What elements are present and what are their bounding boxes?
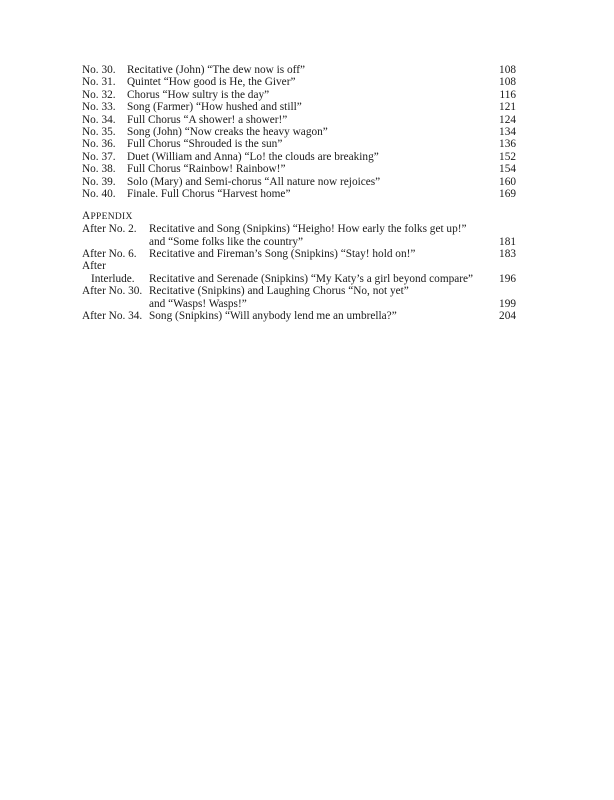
entry-title: Chorus “How sultry is the day” (127, 88, 270, 101)
appendix-entry (82, 310, 516, 322)
appendix-page: 204 (499, 310, 516, 323)
appendix-title: and “Some folks like the country” (149, 235, 304, 248)
entry-title: Full Chorus “A shower! a shower!” (127, 113, 288, 126)
entry-page: 136 (499, 138, 516, 151)
entry-number: No. 35. (82, 125, 116, 138)
appendix-title: and “Wasps! Wasps!” (149, 297, 247, 310)
appendix-heading-initial: A (82, 210, 91, 223)
entry-number: No. 34. (82, 113, 116, 126)
appendix-heading-rest: PPENDIX (90, 212, 133, 223)
appendix-title: Song (Snipkins) “Will anybody lend me an umbrella?” (149, 310, 397, 323)
appendix-entry (82, 273, 516, 285)
toc-entry (82, 101, 516, 113)
toc-entry (82, 188, 516, 200)
entry-title: Full Chorus “Shrouded is the sun” (127, 138, 283, 151)
appendix-label: After No. 6. (82, 248, 137, 261)
entry-page: 121 (499, 101, 516, 114)
toc-entry (82, 138, 516, 150)
appendix-entry (82, 248, 516, 260)
entry-number: No. 32. (82, 88, 116, 101)
appendix-entry (82, 260, 516, 272)
table-of-contents (82, 64, 516, 322)
toc-entry (82, 89, 516, 101)
entry-page: 134 (499, 125, 516, 138)
appendix-entry (82, 285, 516, 297)
entry-title: Song (John) “Now creaks the heavy wagon” (127, 125, 328, 138)
entry-title: Duet (William and Anna) “Lo! the clouds are breaking” (127, 150, 379, 163)
entry-number: No. 38. (82, 163, 116, 176)
appendix-entry (82, 223, 516, 235)
appendix-label: After No. 2. (82, 223, 137, 236)
appendix-title: Recitative and Serenade (Snipkins) “My Katy’s a girl beyond compare” (149, 272, 474, 285)
entry-title: Full Chorus “Rainbow! Rainbow!” (127, 163, 286, 176)
entry-number: No. 40. (82, 187, 116, 200)
entry-title: Finale. Full Chorus “Harvest home” (127, 187, 291, 200)
entry-number: No. 39. (82, 175, 116, 188)
entry-title: Song (Farmer) “How hushed and still” (127, 101, 302, 114)
appendix-page: 181 (499, 235, 516, 248)
toc-entry (82, 163, 516, 175)
toc-entry (82, 114, 516, 126)
appendix-page: 196 (499, 272, 516, 285)
appendix-heading (82, 210, 516, 222)
toc-entry (82, 126, 516, 138)
entry-page: 152 (499, 150, 516, 163)
entry-page: 124 (499, 113, 516, 126)
entry-page: 160 (499, 175, 516, 188)
appendix-page: 183 (499, 248, 516, 261)
appendix-title: Recitative and Fireman’s Song (Snipkins) “Stay! hold on!” (149, 248, 416, 261)
toc-entry (82, 151, 516, 163)
entry-number: No. 36. (82, 138, 116, 151)
appendix-page: 199 (499, 297, 516, 310)
entry-number: No. 30. (82, 64, 116, 76)
entry-title: Quintet “How good is He, the Giver” (127, 76, 296, 89)
entry-page: 108 (499, 76, 516, 89)
entry-title: Recitative (John) “The dew now is off” (127, 64, 305, 76)
appendix-label: Interlude. (91, 272, 135, 285)
entry-page: 154 (499, 163, 516, 176)
appendix-entry (82, 236, 516, 248)
entry-number: No. 31. (82, 76, 116, 89)
entry-page: 116 (499, 88, 516, 101)
appendix-label: After No. 30. (82, 285, 143, 298)
toc-entry (82, 76, 516, 88)
entry-number: No. 37. (82, 150, 116, 163)
entry-number: No. 33. (82, 101, 116, 114)
entry-page: 108 (499, 64, 516, 76)
toc-entry (82, 64, 516, 76)
appendix-entry (82, 298, 516, 310)
entry-page: 169 (499, 187, 516, 200)
appendix-title: Recitative (Snipkins) and Laughing Chorus “No, not yet” (149, 285, 409, 298)
toc-entry (82, 176, 516, 188)
appendix-title: Recitative and Song (Snipkins) “Heigho! How early the folks get up!” (149, 223, 467, 236)
appendix-label: After (82, 260, 106, 273)
appendix-label: After No. 34. (82, 310, 143, 323)
entry-title: Solo (Mary) and Semi-chorus “All nature now rejoices” (127, 175, 381, 188)
